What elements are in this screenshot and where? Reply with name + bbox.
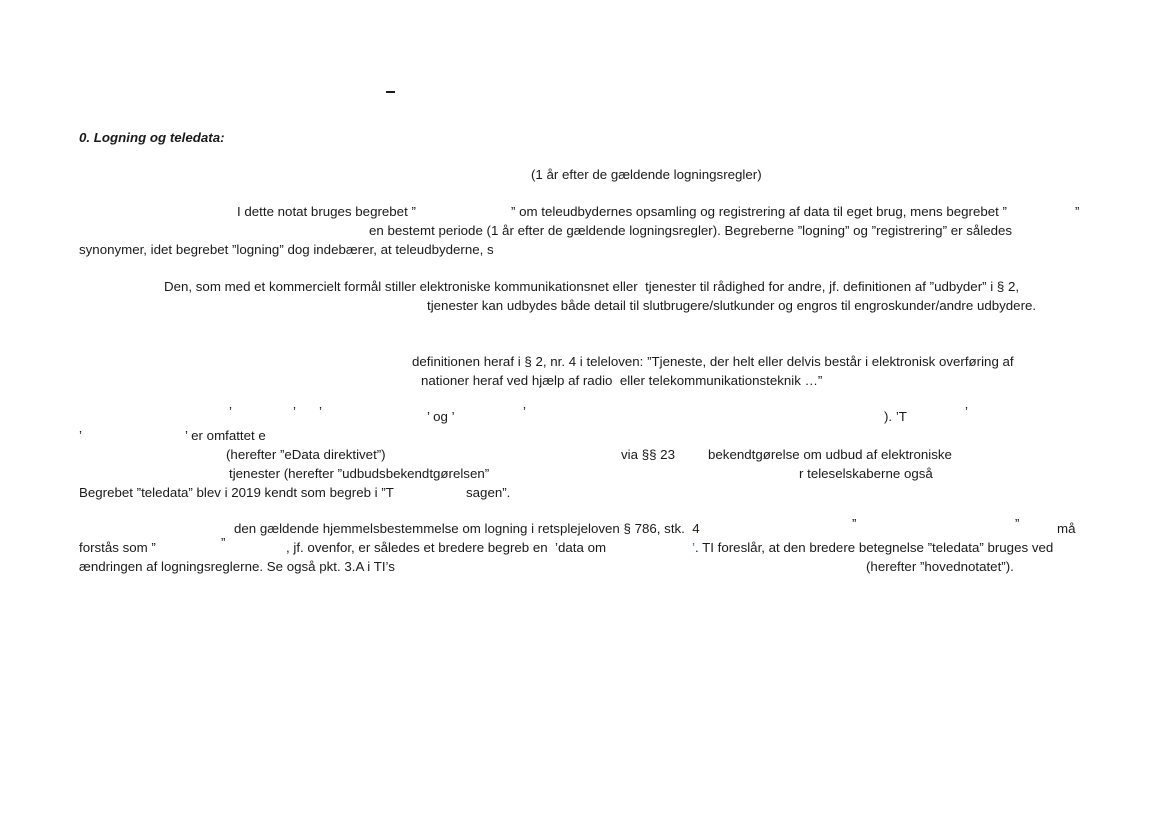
p5-line2-part3: , jf. ovenfor, er således et bredere begreb en ’data om	[286, 540, 607, 555]
p4-line4-part2: r teleselskaberne også	[799, 466, 933, 481]
p5-line2-part1: forstås som ”	[79, 540, 156, 555]
p1-line1-part3: ”	[1075, 204, 1080, 219]
p1-line3: synonymer, idet begrebet ”logning” dog indebærer, at teleudbyderne, s	[79, 242, 494, 257]
p4-og: ’ og ’	[427, 409, 455, 424]
p4-line3-part2: via §§ 23	[621, 447, 675, 462]
p4-quote-5: ’	[523, 404, 526, 419]
section-heading: 0. Logning og teledata:	[79, 130, 225, 145]
p1-line1-part2: ” om teleudbydernes opsamling og registrering af data til eget brug, mens begrebet ”	[511, 204, 1007, 219]
p3-line1: definitionen heraf i § 2, nr. 4 i teleloven: ”Tjeneste, der helt eller delvis består i elektronisk overføring af	[412, 354, 1014, 369]
redaction-dash	[386, 91, 395, 93]
p2-line2: tjenester kan udbydes både detail til slutbrugere/slutkunder og engros til engroskunder/andre udbydere.	[427, 298, 1037, 313]
p4-quote-7: ’	[965, 404, 968, 419]
p5-line3-part2: (herefter ”hovednotatet”).	[866, 559, 1014, 574]
p5-line2-part5: . TI foreslår, at den bredere betegnelse ”teledata” bruges ved	[695, 540, 1054, 555]
p4-quote-3: ’	[319, 404, 322, 419]
section-subtitle: (1 år efter de gældende logningsregler)	[531, 167, 762, 182]
p2-line1: Den, som med et kommercielt formål stiller elektroniske kommunikationsnet eller tjenester til rådighed for andre, jf. definitionen af ”udbyder” i § 2,	[164, 279, 1020, 294]
p5-line1-part2: ”	[852, 516, 857, 531]
p3-line2: nationer heraf ved hjælp af radio eller telekommunikationsteknik …”	[421, 373, 823, 388]
p4-line4-part1: tjenester (herefter ”udbudsbekendtgørelsen”	[229, 466, 490, 481]
p4-line3-part3: bekendtgørelse om udbud af elektroniske	[708, 447, 952, 462]
p4-line3-part1: (herefter ”eData direktivet”)	[226, 447, 386, 462]
p5-line2-part2: ”	[221, 535, 226, 550]
p1-line2: en bestemt periode (1 år efter de gældende logningsregler). Begreberne ”logning” og ”registrering” er således	[369, 223, 1013, 238]
p4-line2-part1: ’	[79, 428, 82, 443]
p5-line3-part1: ændringen af logningsreglerne. Se også pkt. 3.A i TI’s	[79, 559, 395, 574]
p4-t-end: ). ’T	[884, 409, 907, 424]
p5-line2-link-quote: ’	[692, 540, 695, 555]
p4-quote-2: ’	[293, 404, 296, 419]
p5-line1-part3: ”	[1015, 516, 1020, 531]
p4-line2-part2: ’ er omfattet e	[185, 428, 266, 443]
p1-line1-part1: I dette notat bruges begrebet ”	[237, 204, 416, 219]
p5-line1-part4: må	[1057, 521, 1076, 536]
p4-line5-part1: Begrebet ”teledata” blev i 2019 kendt som begreb i ”T	[79, 485, 394, 500]
p4-line5-part2: sagen”.	[466, 485, 511, 500]
p5-line1-part1: den gældende hjemmelsbestemmelse om logning i retsplejeloven § 786, stk. 4	[234, 521, 700, 536]
p4-quote-1: ’	[229, 404, 232, 419]
